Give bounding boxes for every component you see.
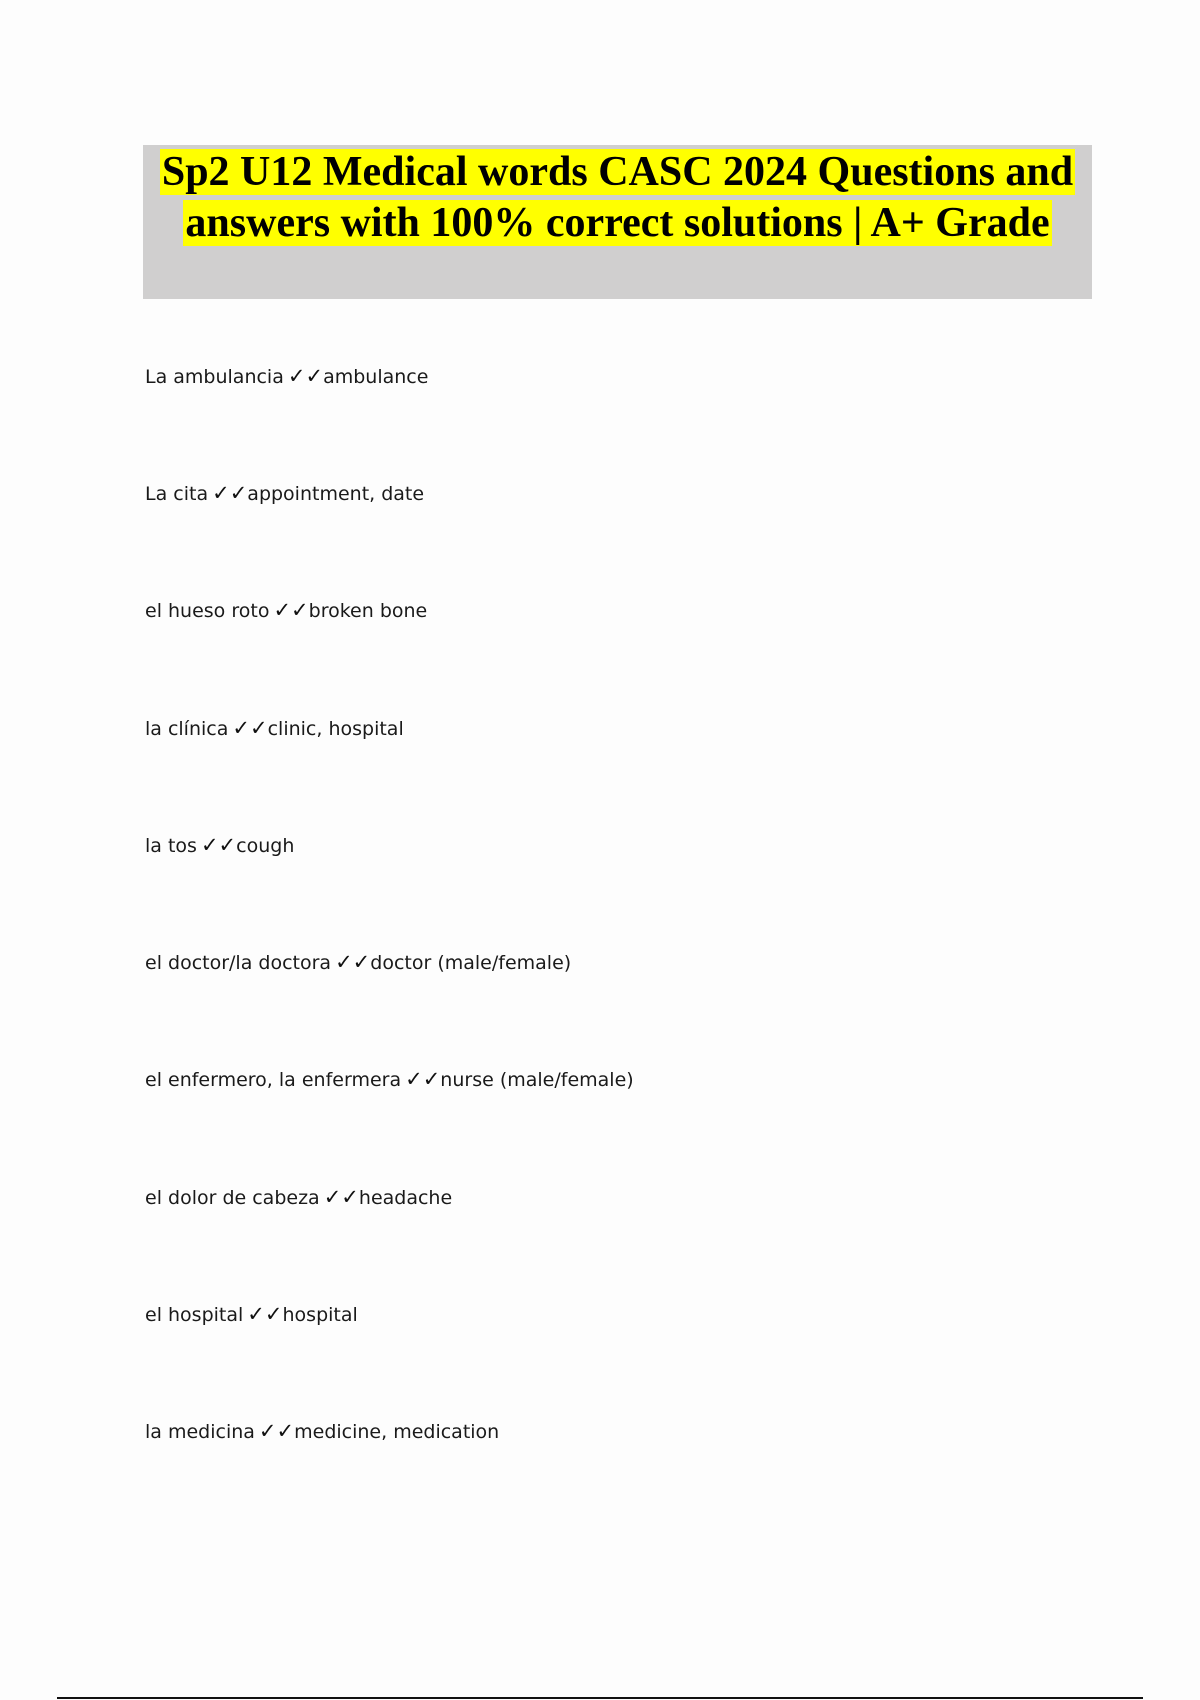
qa-item [145, 1419, 499, 1443]
double-check-icon: ✓✓ [247, 1302, 283, 1326]
double-check-icon: ✓✓ [273, 598, 309, 622]
qa-answer: nurse (male/female) [440, 1069, 634, 1091]
qa-term: el dolor de cabeza [145, 1187, 320, 1209]
qa-item [145, 364, 428, 388]
qa-item [145, 1302, 358, 1326]
qa-answer: medicine, medication [294, 1421, 500, 1443]
double-check-icon: ✓✓ [258, 1419, 295, 1443]
qa-item [145, 481, 424, 505]
double-check-icon: ✓✓ [323, 1185, 359, 1209]
qa-term: La cita [145, 483, 209, 505]
double-check-icon: ✓✓ [287, 364, 324, 388]
qa-term: el enfermero, la enfermera [145, 1069, 402, 1091]
qa-term: el doctor/la doctora [145, 952, 332, 974]
qa-term: la tos [145, 835, 197, 857]
qa-term: el hueso roto [145, 600, 270, 622]
qa-item [145, 950, 571, 974]
qa-answer: broken bone [308, 600, 428, 622]
qa-item [145, 1185, 452, 1209]
qa-term: el hospital [145, 1304, 244, 1326]
qa-answer: ambulance [323, 366, 429, 388]
double-check-icon: ✓✓ [335, 950, 371, 974]
qa-answer: clinic, hospital [267, 718, 404, 740]
page-title [143, 145, 1092, 249]
title-banner [143, 145, 1092, 299]
qa-item [145, 1067, 634, 1091]
qa-item [145, 833, 294, 857]
qa-answer: appointment, date [247, 483, 425, 505]
qa-item [145, 598, 427, 622]
qa-term: La ambulancia [145, 366, 284, 388]
qa-answer: cough [236, 835, 295, 857]
qa-answer: headache [358, 1187, 453, 1209]
qa-answer: doctor (male/female) [370, 952, 572, 974]
qa-term: la medicina [145, 1421, 255, 1443]
qa-term: la clínica [145, 718, 229, 740]
double-check-icon: ✓✓ [212, 481, 248, 505]
qa-answer: hospital [282, 1304, 358, 1326]
double-check-icon: ✓✓ [200, 833, 237, 857]
double-check-icon: ✓✓ [405, 1067, 441, 1091]
page-title-text: Sp2 U12 Medical words CASC 2024 Questions and answers with 100% correct solutions | A+ Grade [161, 149, 1074, 246]
footer-divider [57, 1697, 1143, 1699]
double-check-icon: ✓✓ [232, 716, 268, 740]
qa-item [145, 716, 404, 740]
